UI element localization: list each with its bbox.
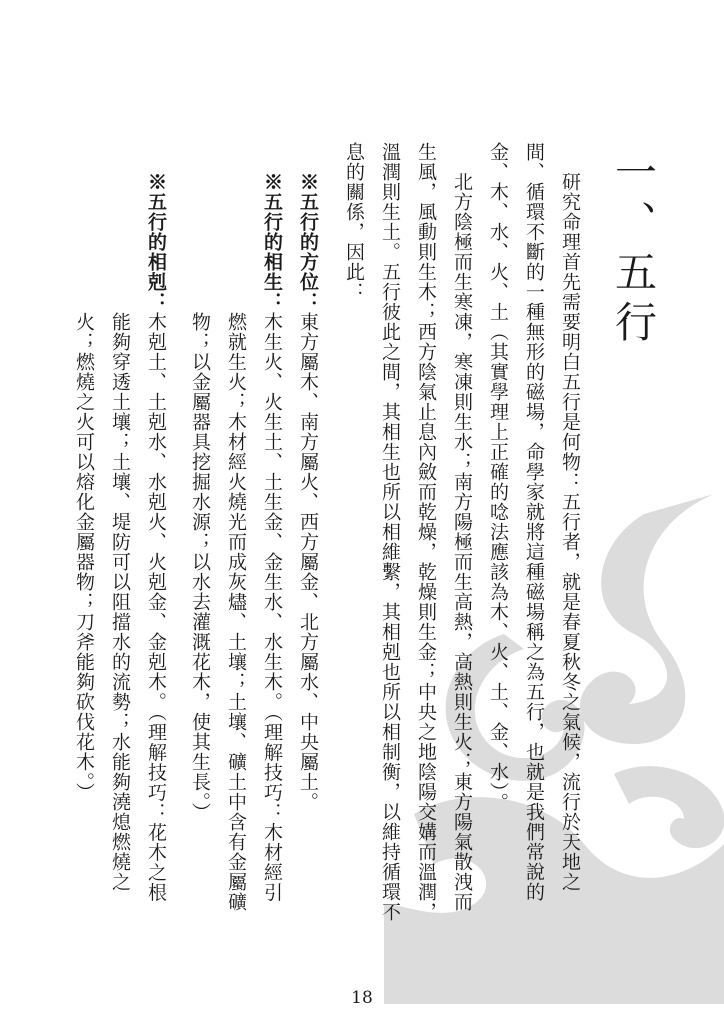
section-position-text: 東方屬木、南方屬火、西方屬金、北方屬水、中央屬土。 [297,312,319,812]
section-overcome-line-1: 木剋土、土剋水、水剋火、火剋金、金剋木。（理解技巧：花木之根 [145,312,167,903]
page-number: 18 [351,988,373,1008]
paragraph-1-line-1: 研究命理首先需要明白五行是何物：五行者，就是春夏秋冬之氣候，流行於天地之 [559,172,581,892]
paragraph-2-line-1: 北方陰極而生寒凍，寒凍則生水；南方陽極而生高熱，高熱則生火；東方陽氣散洩而 [451,172,473,912]
section-overcome [146,172,165,903]
section-generate-line-2: 燃就生火；木材經火燒光而成灰燼、土壤；土壤、礦土中含有金屬礦 [225,312,247,912]
paragraph-2-line-3: 溫潤則生土。五行彼此之間，其相生也所以相維繫，其相剋也所以相制衡，以維持循環不 [379,142,401,922]
chapter-title: 一、五行 [609,150,658,350]
paragraph-2-line-2: 生風，風動則生木；西方陰氣止息內斂而乾燥，乾燥則生金；中央之地陰陽交媾而溫潤， [415,142,437,922]
section-overcome-label: ※五行的相剋： [145,172,167,312]
section-generate [262,172,281,903]
section-overcome-line-3: 火；燃燒之火可以熔化金屬器物；刀斧能夠砍伐花木。） [73,312,95,803]
paragraph-2-line-4: 息的關係，因此： [343,142,365,302]
section-overcome-line-2: 能夠穿透土壤；土壤、堤防可以阻擋水的流勢；水能夠澆熄燃燒之 [109,312,131,892]
section-position [298,172,317,812]
paragraph-1-line-3: 金、木、水、火、土（其實學理上正確的唸法應該為木、火、土、金、水）。 [487,142,509,813]
paragraph-1-line-2: 間、循環不斷的一種無形的磁場，命學家就將這種磁場稱之為五行，也就是我們常說的 [523,142,545,902]
section-position-label: ※五行的方位： [297,172,319,312]
section-generate-label: ※五行的相生： [261,172,283,312]
section-generate-line-3: 物；以金屬器具挖掘水源；以水去灌溉花木，使其生長。） [189,312,211,823]
section-generate-line-1: 木生火、火生土、土生金、金生水、水生木。（理解技巧：木材經引 [261,312,283,903]
